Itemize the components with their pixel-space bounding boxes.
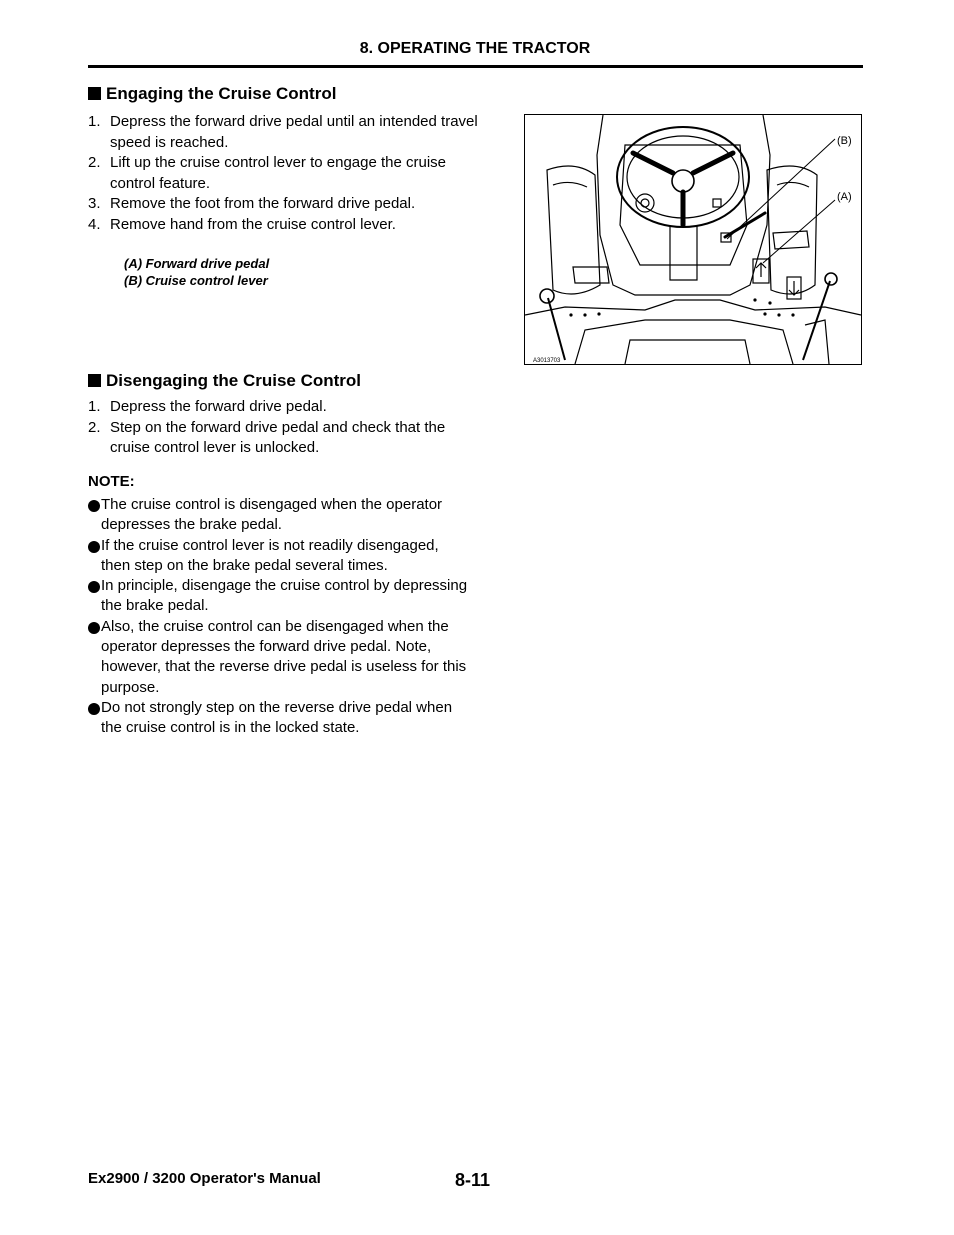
list-item — [88, 576, 468, 617]
bullet-text: Do not strongly step on the reverse drive pedal when the cruise control is in the locked state. — [101, 698, 453, 737]
list-item — [88, 215, 478, 236]
label-a: (A) — [837, 191, 852, 203]
cruise-control-figure — [524, 114, 862, 365]
step-number: 2. — [88, 418, 101, 436]
list-item — [88, 418, 478, 459]
step-text: Depress the forward drive pedal. — [110, 398, 327, 415]
square-bullet-icon — [88, 87, 101, 100]
caption-cruise-control-lever: (B) Cruise control lever — [124, 273, 268, 288]
figure-captions — [124, 255, 269, 289]
list-item — [88, 194, 478, 215]
page-number: 8-11 — [455, 1170, 491, 1190]
bullet-text: If the cruise control lever is not readily disengaged, then step on the brake pedal several times. — [101, 536, 439, 574]
step-text: Depress the forward drive pedal until an intended travel speed is reached. — [110, 113, 478, 151]
note-bullets — [88, 495, 468, 739]
tractor-dashboard-illustration — [525, 115, 861, 364]
step-text: Remove hand from the cruise control lever. — [110, 215, 396, 233]
bullet-text: Also, the cruise control can be disengaged when the operator depresses the forward drive pedal. Note, however, that the reverse drive pedal is useless for this purpose. — [101, 617, 467, 696]
step-text: Remove the foot from the forward drive pedal. — [110, 195, 416, 212]
label-b: (B) — [837, 135, 852, 147]
note-heading: NOTE: — [88, 473, 135, 490]
bullet-dot-icon — [88, 541, 100, 553]
bullet-dot-icon — [88, 581, 100, 593]
figure-code: A3013703 — [533, 358, 561, 364]
bullet-dot-icon — [88, 703, 100, 715]
step-number: 1. — [88, 398, 101, 415]
engaging-section-title — [88, 84, 336, 104]
list-item — [88, 397, 478, 418]
footer-manual-title: Ex2900 / 3200 Operator's Manual — [88, 1170, 321, 1187]
step-number: 2. — [88, 154, 101, 171]
list-item — [88, 698, 468, 739]
step-text: Lift up the cruise control lever to engage the cruise control feature. — [110, 154, 447, 192]
bullet-text: In principle, disengage the cruise control by depressing the brake pedal. — [101, 577, 468, 615]
disengaging-section-title — [88, 371, 361, 391]
square-bullet-icon — [88, 374, 101, 387]
list-item — [88, 495, 468, 536]
list-item — [88, 112, 478, 153]
step-text: Step on the forward drive pedal and check that the cruise control lever is unlocked. — [110, 418, 446, 456]
disengaging-title-text: Disengaging the Cruise Control — [106, 371, 362, 390]
header-rule — [88, 65, 863, 68]
step-number: 1. — [88, 113, 101, 130]
list-item — [88, 536, 468, 577]
bullet-dot-icon — [88, 622, 100, 634]
list-item — [88, 153, 478, 194]
step-number: 3. — [88, 195, 101, 212]
bullet-dot-icon — [88, 500, 100, 512]
bullet-text: The cruise control is disengaged when the operator depresses the brake pedal. — [101, 496, 443, 534]
step-number: 4. — [88, 215, 101, 233]
disengaging-steps — [88, 397, 478, 459]
engaging-steps — [88, 112, 478, 235]
caption-forward-drive-pedal: (A) Forward drive pedal — [124, 256, 270, 271]
page-header: 8. OPERATING THE TRACTOR — [359, 40, 591, 57]
list-item — [88, 617, 468, 698]
engaging-title-text: Engaging the Cruise Control — [106, 84, 337, 103]
